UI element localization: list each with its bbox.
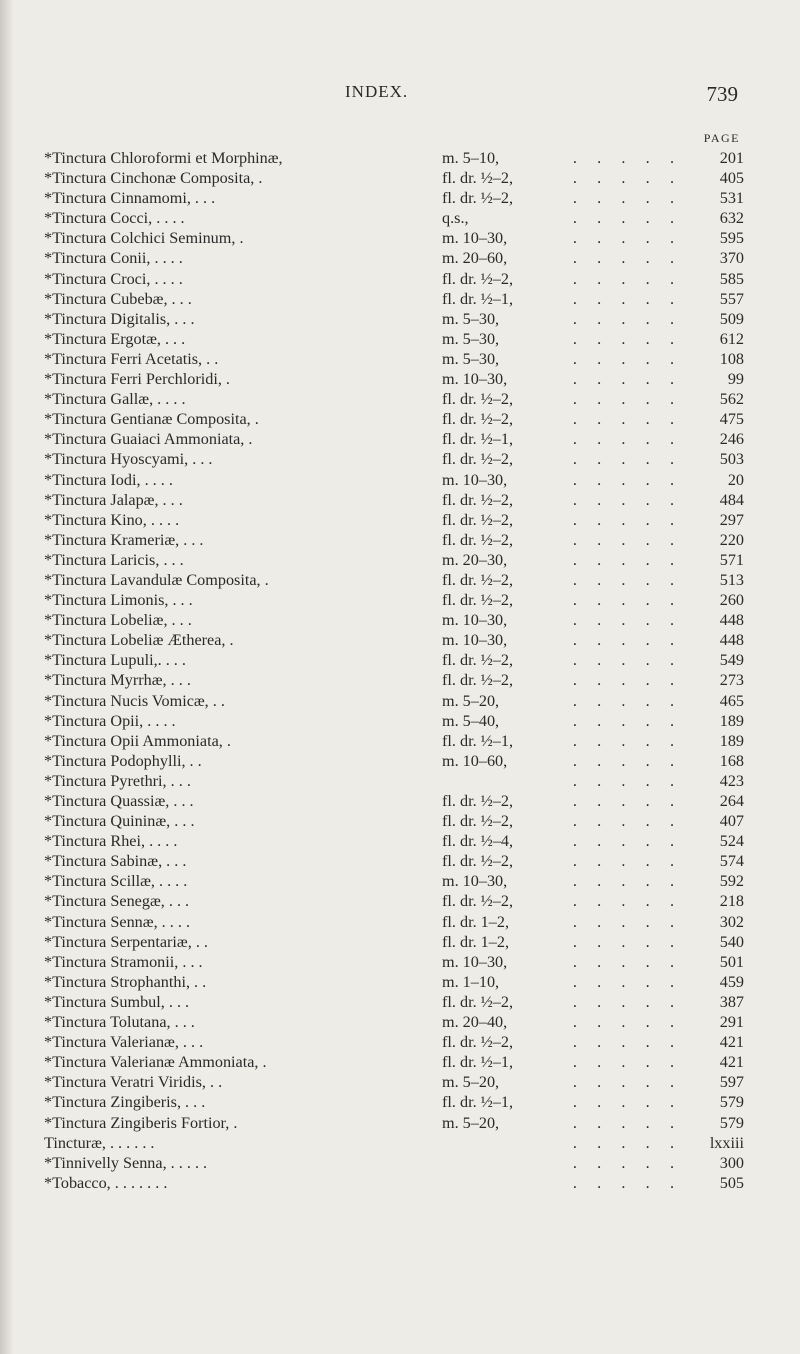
entry-name: Tincturæ, . . . . . .	[44, 1133, 155, 1152]
entry-name: *Tinctura Colchici Seminum, .	[44, 229, 244, 248]
index-entry	[44, 550, 744, 570]
entry-page: 632	[719, 209, 744, 228]
entry-page: 505	[719, 1173, 744, 1192]
entry-page: 585	[719, 269, 744, 288]
index-entry	[44, 349, 744, 369]
index-entry	[44, 188, 744, 208]
index-entry	[44, 1032, 744, 1052]
dot-leader: . . . . .	[572, 550, 674, 569]
entry-dose: m. 10–30,	[442, 631, 508, 650]
dot-leader: . . . . .	[572, 651, 674, 670]
entry-dose: q.s.,	[442, 209, 469, 228]
entry-dose: m. 5–30,	[442, 309, 500, 328]
index-entry	[44, 510, 744, 530]
entry-name: *Tinctura Krameriæ, . . .	[44, 530, 204, 549]
entry-name: *Tinctura Cinnamomi, . . .	[44, 189, 216, 208]
entry-name: *Tinctura Pyrethri, . . .	[44, 771, 191, 790]
entry-page: 448	[719, 611, 744, 630]
entry-name: *Tinctura Quassiæ, . . .	[44, 792, 194, 810]
dot-leader: . . . . .	[572, 149, 674, 167]
entry-page: 465	[719, 691, 744, 710]
index-entry	[44, 269, 744, 289]
entry-dose: m. 20–30,	[442, 550, 508, 569]
entry-name: *Tinctura Kino, . . . .	[44, 510, 180, 529]
index-entry	[44, 369, 744, 389]
entry-page: 484	[719, 490, 744, 509]
entry-name: *Tinctura Limonis, . . .	[44, 591, 193, 610]
entry-name: *Tinctura Ferri Perchloridi, .	[44, 370, 230, 389]
dot-leader: . . . . .	[572, 390, 674, 409]
dot-leader: . . . . .	[572, 832, 674, 851]
entry-name: *Tinctura Quininæ, . . .	[44, 812, 195, 831]
dot-leader: . . . . .	[572, 570, 674, 589]
entry-dose: fl. dr. ½–1,	[442, 430, 514, 449]
dot-leader: . . . . .	[572, 611, 674, 630]
entry-page: 509	[719, 309, 744, 328]
dot-leader: . . . . .	[572, 1173, 674, 1192]
entry-page: 387	[719, 992, 744, 1011]
dot-leader: . . . . .	[572, 952, 674, 971]
dot-leader: . . . . .	[572, 711, 674, 730]
entry-name: *Tinctura Myrrhæ, . . .	[44, 671, 191, 690]
entry-dose: fl. dr. ½–2,	[442, 591, 514, 610]
entry-dose: fl. dr. ½–1,	[442, 289, 514, 308]
entry-dose: m. 10–60,	[442, 751, 508, 770]
entry-page: 297	[719, 510, 744, 529]
entry-dose: m. 5–20,	[442, 1113, 500, 1132]
entry-name: *Tinctura Sumbul, . . .	[44, 992, 190, 1011]
entry-page: lxxiii	[709, 1133, 744, 1152]
index-entry	[44, 1072, 744, 1092]
dot-leader: . . . . .	[572, 1013, 674, 1032]
entry-name: *Tinctura Cinchonæ Composita, .	[44, 169, 263, 188]
index-entry	[44, 429, 744, 449]
index-entry	[44, 972, 744, 992]
entry-dose: m. 5–30,	[442, 349, 500, 368]
index-entry	[44, 228, 744, 248]
entry-name: *Tinctura Digitalis, . . .	[44, 309, 195, 328]
index-entry	[44, 912, 744, 932]
entry-dose: m. 5–40,	[442, 711, 500, 730]
entry-dose: fl. dr. ½–1,	[442, 1093, 514, 1112]
entry-page: 407	[719, 812, 744, 831]
dot-leader: . . . . .	[572, 1133, 674, 1152]
entry-dose: fl. dr. ½–2,	[442, 892, 514, 911]
index-entry	[44, 208, 744, 228]
entry-name: *Tinctura Lupuli,. . . .	[44, 651, 186, 670]
entry-dose: fl. dr. ½–1,	[442, 731, 514, 750]
index-entry	[44, 289, 744, 309]
entry-page: 574	[719, 852, 744, 871]
entry-page: 370	[719, 249, 744, 268]
entry-page: 201	[719, 149, 744, 167]
index-entry	[44, 751, 744, 771]
entry-page: 592	[719, 872, 744, 891]
index-entry	[44, 871, 744, 891]
entry-name: *Tinctura Cubebæ, . . .	[44, 289, 192, 308]
index-entry	[44, 530, 744, 550]
entry-page: 531	[719, 189, 744, 208]
index-entry	[44, 1113, 744, 1133]
entry-dose: fl. dr. ½–2,	[442, 1033, 514, 1052]
dot-leader: . . . . .	[572, 1073, 674, 1092]
entry-name: *Tinctura Scillæ, . . . .	[44, 872, 188, 891]
entry-name: *Tinnivelly Senna, . . . . .	[44, 1153, 208, 1172]
entry-page: 475	[719, 410, 744, 429]
entry-dose: m. 10–30,	[442, 470, 508, 489]
entry-page: 540	[719, 932, 744, 951]
dot-leader: . . . . .	[572, 249, 674, 268]
index-entry	[44, 1052, 744, 1072]
running-head: INDEX.	[345, 82, 409, 101]
entry-name: *Tinctura Guaiaci Ammoniata, .	[44, 430, 253, 449]
entry-name: *Tinctura Ergotæ, . . .	[44, 329, 186, 348]
entry-page: 300	[719, 1153, 744, 1172]
index-entry	[44, 1173, 744, 1193]
dot-leader: . . . . .	[572, 530, 674, 549]
entry-page: 218	[719, 892, 744, 911]
index-entry	[44, 309, 744, 329]
index-entry	[44, 470, 744, 490]
entry-page: 448	[719, 631, 744, 650]
entry-page: 220	[719, 530, 744, 549]
page-binding-shadow	[0, 0, 14, 1354]
index-entry	[44, 490, 744, 510]
index-entries	[44, 148, 744, 1193]
dot-leader: . . . . .	[572, 892, 674, 911]
entry-name: *Tinctura Conii, . . . .	[44, 249, 183, 268]
entry-dose: m. 5–30,	[442, 329, 500, 348]
entry-dose: m. 10–30,	[442, 952, 508, 971]
index-entry	[44, 590, 744, 610]
entry-dose: fl. dr. ½–2,	[442, 410, 514, 429]
dot-leader: . . . . .	[572, 309, 674, 328]
entry-name: *Tinctura Nucis Vomicæ, . .	[44, 691, 225, 710]
dot-leader: . . . . .	[572, 1053, 674, 1072]
entry-dose: fl. dr. ½–2,	[442, 189, 514, 208]
entry-page: 549	[719, 651, 744, 670]
entry-page: 524	[719, 832, 744, 851]
entry-page: 571	[719, 550, 744, 569]
dot-leader: . . . . .	[572, 450, 674, 469]
entry-dose: m. 5–20,	[442, 1073, 500, 1092]
index-entry	[44, 691, 744, 711]
entry-page: 612	[719, 329, 744, 348]
entry-page: 579	[719, 1113, 744, 1132]
dot-leader: . . . . .	[572, 269, 674, 288]
dot-leader: . . . . .	[572, 349, 674, 368]
entry-page: 168	[719, 751, 744, 770]
entry-page: 595	[719, 229, 744, 248]
entry-dose: fl. dr. 1–2,	[442, 912, 509, 931]
dot-leader: . . . . .	[572, 731, 674, 750]
entry-page: 189	[719, 731, 744, 750]
dot-leader: . . . . .	[572, 229, 674, 248]
dot-leader: . . . . .	[572, 792, 674, 810]
entry-name: *Tinctura Croci, . . . .	[44, 269, 183, 288]
entry-name: *Tinctura Lobeliæ, . . .	[44, 611, 192, 630]
entry-dose: m. 10–30,	[442, 229, 508, 248]
entry-dose: m. 10–30,	[442, 872, 508, 891]
entry-name: *Tinctura Sabinæ, . . .	[44, 852, 187, 871]
dot-leader: . . . . .	[572, 410, 674, 429]
index-entry	[44, 771, 744, 791]
dot-leader: . . . . .	[572, 470, 674, 489]
entry-dose: fl. dr. ½–2,	[442, 671, 514, 690]
entry-name: *Tinctura Zingiberis, . . .	[44, 1093, 206, 1112]
entry-name: *Tinctura Opii, . . . .	[44, 711, 176, 730]
entry-name: *Tinctura Sennæ, . . . .	[44, 912, 190, 931]
entry-page: 302	[719, 912, 744, 931]
dot-leader: . . . . .	[572, 852, 674, 871]
entry-page: 513	[719, 570, 744, 589]
entry-name: *Tinctura Gentianæ Composita, .	[44, 410, 259, 429]
index-entry	[44, 248, 744, 268]
index-entry	[44, 791, 744, 811]
entry-dose: fl. dr. ½–2,	[442, 450, 514, 469]
dot-leader: . . . . .	[572, 329, 674, 348]
entry-name: *Tinctura Lobeliæ Ætherea, .	[44, 631, 234, 650]
dot-leader: . . . . .	[572, 751, 674, 770]
entry-name: *Tinctura Valerianæ, . . .	[44, 1033, 204, 1052]
index-entry	[44, 1012, 744, 1032]
entry-dose: fl. dr. ½–2,	[442, 570, 514, 589]
index-entry	[44, 449, 744, 469]
entry-dose: m. 10–30,	[442, 370, 508, 389]
entry-dose: fl. dr. ½–2,	[442, 269, 514, 288]
entry-page: 405	[719, 169, 744, 188]
entry-dose: fl. dr. ½–2,	[442, 530, 514, 549]
index-entry	[44, 831, 744, 851]
entry-page: 557	[719, 289, 744, 308]
entry-dose: fl. dr. ½–2,	[442, 510, 514, 529]
page-column-heading: PAGE	[703, 131, 740, 145]
entry-name: *Tinctura Chloroformi et Morphinæ,	[44, 149, 283, 167]
entry-name: *Tinctura Opii Ammoniata, .	[44, 731, 231, 750]
index-entry	[44, 811, 744, 831]
entry-name: *Tinctura Laricis, . . .	[44, 550, 184, 569]
index-entry	[44, 1153, 744, 1173]
entry-name: *Tinctura Podophylli, . .	[44, 751, 202, 770]
entry-page: 421	[719, 1053, 744, 1072]
page-header	[0, 82, 800, 112]
entry-name: *Tinctura Stramonii, . . .	[44, 952, 203, 971]
dot-leader: . . . . .	[572, 812, 674, 831]
entry-dose: m. 1–10,	[442, 972, 500, 991]
dot-leader: . . . . .	[572, 671, 674, 690]
index-entry	[44, 992, 744, 1012]
dot-leader: . . . . .	[572, 872, 674, 891]
entry-dose: fl. dr. ½–2,	[442, 651, 514, 670]
entry-name: *Tobacco, . . . . . . .	[44, 1173, 168, 1192]
entry-dose: fl. dr. ½–4,	[442, 832, 514, 851]
entry-dose: fl. dr. ½–2,	[442, 852, 514, 871]
entry-name: *Tinctura Cocci, . . . .	[44, 209, 185, 228]
index-entry	[44, 409, 744, 429]
dot-leader: . . . . .	[572, 1033, 674, 1052]
entry-dose: m. 5–10,	[442, 149, 500, 167]
entry-name: *Tinctura Hyoscyami, . . .	[44, 450, 213, 469]
entry-page: 501	[719, 952, 744, 971]
entry-page: 562	[719, 390, 744, 409]
entry-name: *Tinctura Tolutana, . . .	[44, 1013, 195, 1032]
index-entry	[44, 389, 744, 409]
dot-leader: . . . . .	[572, 1093, 674, 1112]
entry-dose: fl. dr. ½–2,	[442, 792, 514, 810]
index-entry	[44, 851, 744, 871]
index-entry	[44, 329, 744, 349]
entry-dose: m. 5–20,	[442, 691, 500, 710]
entry-dose: fl. dr. 1–2,	[442, 932, 509, 951]
entry-page: 503	[719, 450, 744, 469]
entry-dose: m. 10–30,	[442, 611, 508, 630]
index-entry	[44, 670, 744, 690]
index-entry	[44, 570, 744, 590]
entry-page: 273	[719, 671, 744, 690]
entry-name: *Tinctura Jalapæ, . . .	[44, 490, 183, 509]
entry-name: *Tinctura Veratri Viridis, . .	[44, 1073, 223, 1092]
entry-dose: fl. dr. ½–2,	[442, 812, 514, 831]
dot-leader: . . . . .	[572, 912, 674, 931]
entry-dose: m. 20–40,	[442, 1013, 508, 1032]
index-entry	[44, 610, 744, 630]
dot-leader: . . . . .	[572, 289, 674, 308]
dot-leader: . . . . .	[572, 370, 674, 389]
index-entry	[44, 650, 744, 670]
index-entry	[44, 1133, 744, 1153]
entry-page: 459	[719, 972, 744, 991]
index-entry	[44, 952, 744, 972]
entry-name: *Tinctura Zingiberis Fortior, .	[44, 1113, 238, 1132]
dot-leader: . . . . .	[572, 430, 674, 449]
dot-leader: . . . . .	[572, 1153, 674, 1172]
entry-page: 20	[727, 470, 744, 489]
dot-leader: . . . . .	[572, 169, 674, 188]
entry-page: 291	[719, 1013, 744, 1032]
entry-page: 579	[719, 1093, 744, 1112]
entry-dose: fl. dr. ½–2,	[442, 490, 514, 509]
entry-name: *Tinctura Lavandulæ Composita, .	[44, 570, 269, 589]
entry-name: *Tinctura Iodi, . . . .	[44, 470, 173, 489]
index-entry	[44, 711, 744, 731]
entry-name: *Tinctura Strophanthi, . .	[44, 972, 207, 991]
entry-dose: fl. dr. ½–2,	[442, 169, 514, 188]
index-entry	[44, 731, 744, 751]
entry-name: *Tinctura Valerianæ Ammoniata, .	[44, 1053, 267, 1072]
index-entry	[44, 630, 744, 650]
dot-leader: . . . . .	[572, 591, 674, 610]
dot-leader: . . . . .	[572, 771, 674, 790]
index-entry	[44, 168, 744, 188]
dot-leader: . . . . .	[572, 510, 674, 529]
index-entry	[44, 148, 744, 168]
entry-dose: fl. dr. ½–2,	[442, 390, 514, 409]
entry-dose: m. 20–60,	[442, 249, 508, 268]
entry-page: 260	[719, 591, 744, 610]
dot-leader: . . . . .	[572, 209, 674, 228]
dot-leader: . . . . .	[572, 691, 674, 710]
dot-leader: . . . . .	[572, 992, 674, 1011]
dot-leader: . . . . .	[572, 972, 674, 991]
page-number: 739	[706, 82, 738, 106]
entry-name: *Tinctura Rhei, . . . .	[44, 832, 178, 851]
entry-page: 108	[719, 349, 744, 368]
entry-name: *Tinctura Senegæ, . . .	[44, 892, 190, 911]
entry-page: 421	[719, 1033, 744, 1052]
entry-name: *Tinctura Ferri Acetatis, . .	[44, 349, 219, 368]
dot-leader: . . . . .	[572, 631, 674, 650]
entry-page: 264	[719, 792, 744, 810]
dot-leader: . . . . .	[572, 1113, 674, 1132]
entry-dose: fl. dr. ½–2,	[442, 992, 514, 1011]
entry-dose: fl. dr. ½–1,	[442, 1053, 514, 1072]
entry-name: *Tinctura Gallæ, . . . .	[44, 390, 186, 409]
entry-page: 246	[719, 430, 744, 449]
entry-page: 99	[727, 370, 744, 389]
dot-leader: . . . . .	[572, 189, 674, 208]
index-entry	[44, 932, 744, 952]
entry-page: 423	[719, 771, 744, 790]
dot-leader: . . . . .	[572, 932, 674, 951]
entry-page: 189	[719, 711, 744, 730]
index-entry	[44, 891, 744, 911]
entry-name: *Tinctura Serpentariæ, . .	[44, 932, 208, 951]
dot-leader: . . . . .	[572, 490, 674, 509]
index-entry	[44, 1092, 744, 1112]
entry-page: 597	[719, 1073, 744, 1092]
